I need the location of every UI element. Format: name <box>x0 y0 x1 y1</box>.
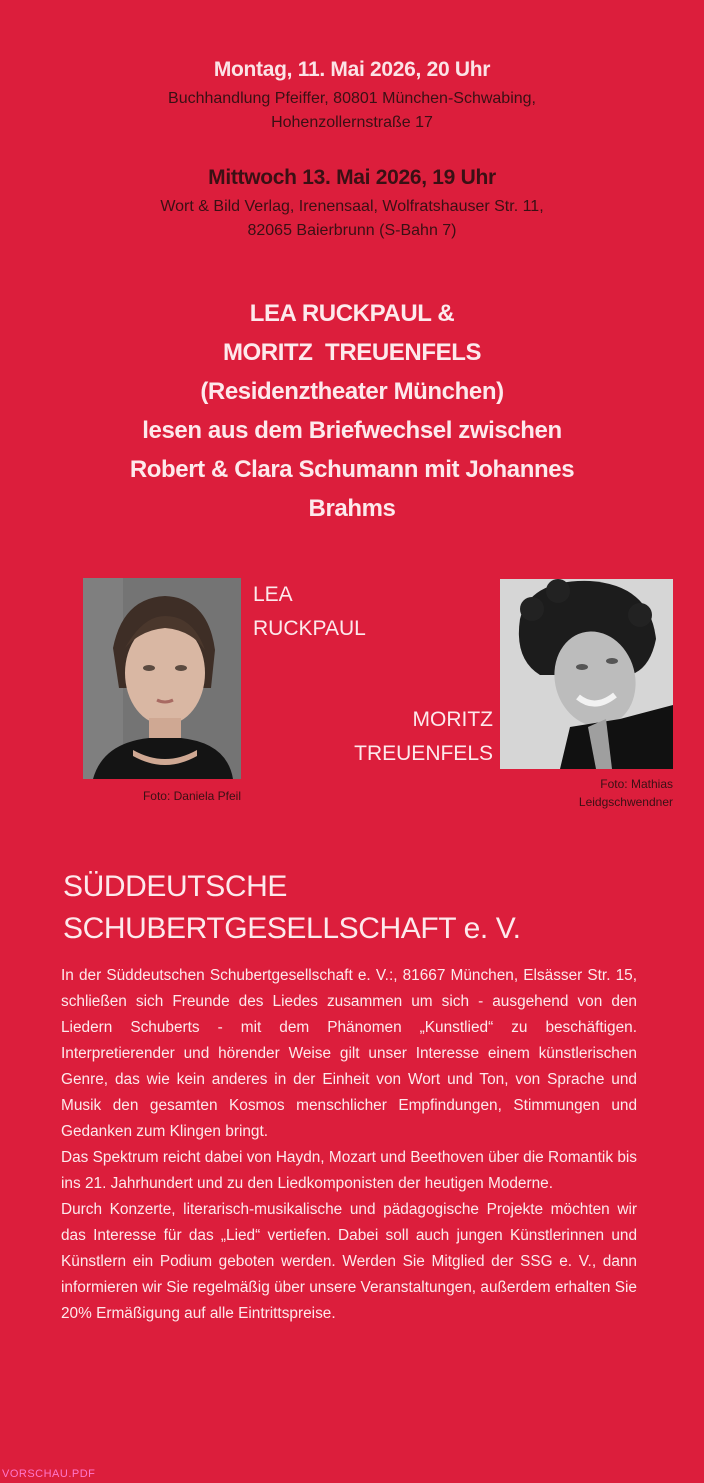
section-title-line: SÜDDEUTSCHE <box>63 870 287 903</box>
lea-ruckpaul-name <box>253 578 366 646</box>
event-1-address: Hohenzollernstraße 17 <box>271 114 433 131</box>
event-2-address: 82065 Baierbrunn (S-Bahn 7) <box>247 222 457 239</box>
headline-line: LEA RUCKPAUL & <box>249 300 455 327</box>
headline-line: lesen aus dem Briefwechsel zwischen <box>142 417 562 444</box>
event-1 <box>0 58 704 135</box>
headline-line: Brahms <box>308 495 396 522</box>
name-line: MORITZ <box>412 708 493 731</box>
watermark: VORSCHAU.PDF <box>2 1468 96 1480</box>
moritz-treuenfels-name <box>330 703 493 771</box>
headline <box>0 294 704 528</box>
body-paragraph: Das Spektrum reicht dabei von Haydn, Mozart und Beethoven über die Romantik bis ins 21. Jahrhundert und zu den Liedkomponisten der heutigen Moderne. <box>61 1149 637 1192</box>
headline-line: (Residenztheater München) <box>200 378 504 405</box>
event-2 <box>0 166 704 243</box>
name-line: LEA <box>253 583 293 606</box>
credit-line: Foto: Mathias <box>600 777 673 791</box>
event-2-venue: Wort & Bild Verlag, Irenensaal, Wolfratshauser Str. 11, <box>160 198 544 215</box>
body-paragraph: In der Süddeutschen Schubertgesellschaft e. V.:, 81667 München, Elsässer Str. 15, schließen sich Freunde des Liedes zusammen um sich - ausgehend von den Liedern Schuberts - mit dem Phänomen „Kunstlied“ zu beschäftigen. Interpretierender und hörender Weise gilt unser Interesse einem künstlerischen Genre, das wie kein anderes in der Einheit von Wort und Ton, von Sprache und Musik den gesamten Kosmos menschlicher Empfindungen, Stimmungen und Gedanken zum Klingen bringt. <box>61 967 637 1140</box>
lea-ruckpaul-photo <box>83 578 241 779</box>
name-line: RUCKPAUL <box>253 617 366 640</box>
section-body <box>61 963 637 1327</box>
moritz-treuenfels-photo <box>500 579 673 769</box>
credit-line: Leidgschwendner <box>578 795 673 809</box>
section-title <box>63 866 663 950</box>
headline-line: MORITZ TREUENFELS <box>222 339 482 366</box>
name-line: TREUENFELS <box>354 742 493 765</box>
headline-line: Robert & Clara Schumann mit Johannes <box>129 456 575 483</box>
moritz-photo-credit <box>540 775 673 811</box>
section-title-line: SCHUBERTGESELLSCHAFT e. V. <box>63 912 521 945</box>
body-paragraph: Durch Konzerte, literarisch-musikalische und pädagogische Projekte möchten wir das Interesse für das „Lied“ vertiefen. Dabei soll auch jungen Künstlerinnen und Künstlern ein Podium geboten werden. Werden Sie Mitglied der SSG e. V., dann informieren wir Sie regelmäßig über unsere Veranstaltungen, außerdem erhalten Sie 20% Ermäßigung auf alle Eintrittspreise. <box>61 1201 637 1322</box>
event-1-date: Montag, 11. Mai 2026, 20 Uhr <box>213 58 491 81</box>
event-1-venue: Buchhandlung Pfeiffer, 80801 München-Schwabing, <box>168 90 536 107</box>
event-2-date: Mittwoch 13. Mai 2026, 19 Uhr <box>208 166 496 189</box>
lea-photo-credit: Foto: Daniela Pfeil <box>142 789 241 803</box>
